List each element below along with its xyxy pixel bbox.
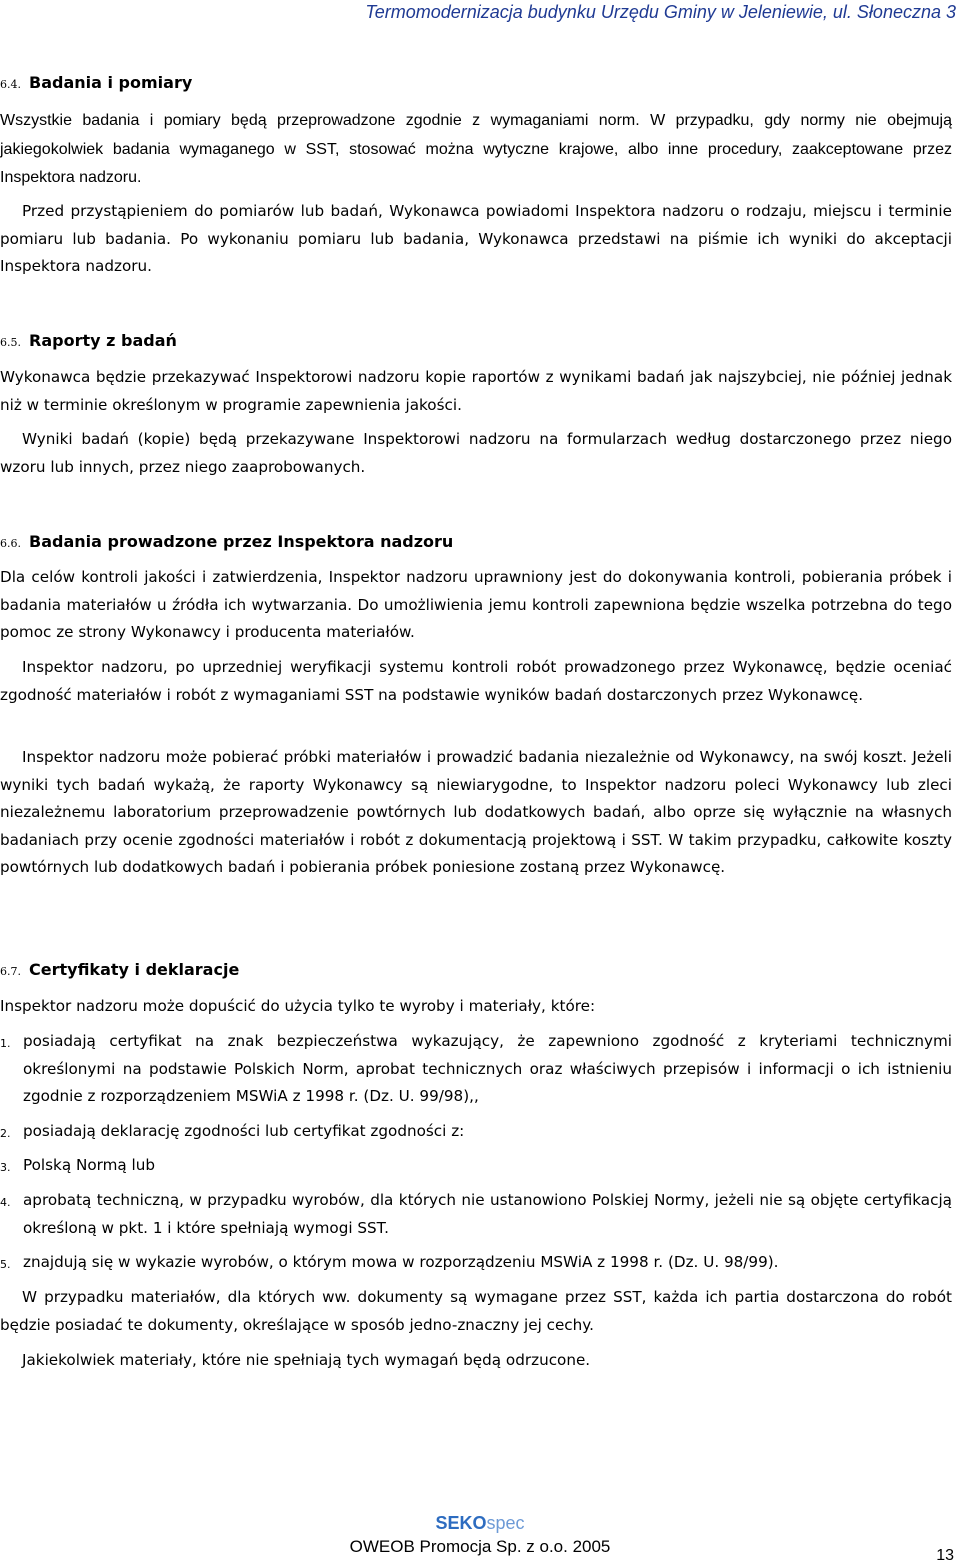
paragraph: Wszystkie badania i pomiary będą przeprowadzone zgodnie z wymaganiami norm. W przypadku, gdy normy nie obejmują jakiegokolwiek badania wymaganego w SST, stosować można wytyczne krajowe, albo inne procedury, zaakceptowane przez Inspektora nadzoru.	[0, 112, 952, 186]
list-item-text: Polską Normą lub	[23, 1156, 156, 1174]
brand-logo-bold: SEKO	[435, 1513, 487, 1533]
section-number: 6.5.	[0, 336, 21, 349]
section-title: Badania i pomiary	[29, 73, 193, 92]
paragraph: Wykonawca będzie przekazywać Inspektorowi nadzoru kopie raportów z wynikami badań jak najszybciej, nie później jednak niż w terminie określonym w programie zapewnienia jakości.	[0, 368, 952, 414]
section-number: 6.4.	[0, 78, 21, 91]
paragraph: W przypadku materiałów, dla których ww. dokumenty są wymagane przez SST, każda ich partia dostarczona do robót będzie posiadać te dokumenty, określające w sposób jedno-znaczny jej cechy.	[0, 1288, 952, 1334]
paragraph: Inspektor nadzoru może pobierać próbki materiałów i prowadzić badania niezależnie od Wykonawcy, na swój koszt. Jeżeli wyniki tych badań wykażą, że raporty Wykonawcy są niewiarygodne, to Inspektor nadzoru poleci Wykonawcy lub zleci niezależnemu laboratorium przeprowadzenie powtórnych lub dodatkowych badań, albo oprze się wyłącznie na własnych badaniach przy ocenie zgodności materiałów i robót z dokumentacją projektową i SST. W takim przypadku, całkowite koszty powtórnych lub dodatkowych badań i pobierania próbek poniesione zostaną przez Wykonawcę.	[0, 748, 952, 876]
paragraph: Inspektor nadzoru, po uprzedniej weryfikacji systemu kontroli robót prowadzonego przez Wykonawcę, będzie oceniać zgodność materiałów i robót z wymaganiami SST na podstawie wyników badań dostarczonych przez Wykonawcę.	[0, 658, 952, 704]
company-name: OWEOB Promocja Sp. z o.o. 2005	[349, 1537, 611, 1556]
section-heading-6-5	[0, 331, 960, 350]
paragraph: Wyniki badań (kopie) będą przekazywane Inspektorowi nadzoru na formularzach według dostarczonego przez niego wzoru lub innych, przez niego zaaprobowanych.	[0, 430, 952, 476]
list-item	[0, 1028, 952, 1111]
section-title: Raporty z badań	[29, 331, 177, 350]
section-number: 6.7.	[0, 965, 21, 978]
section-heading-6-7	[0, 960, 960, 979]
list-item	[0, 1152, 952, 1180]
page-number: 13	[936, 1547, 954, 1564]
paragraph: Dla celów kontroli jakości i zatwierdzenia, Inspektor nadzoru uprawniony jest do dokonywania kontroli, pobierania próbek i badania materiałów u źródła ich wytwarzania. Do umożliwienia jemu kontroli zapewniona będzie wszelka potrzebna do tego pomoc ze strony Wykonawcy i producenta materiałów.	[0, 568, 952, 641]
section-heading-6-6	[0, 532, 960, 551]
section-title: Badania prowadzone przez Inspektora nadzoru	[29, 532, 454, 551]
list-item	[0, 1118, 952, 1146]
list-item-number: 2.	[0, 1127, 11, 1140]
section-number: 6.6.	[0, 537, 21, 550]
list-item-text: posiadają certyfikat na znak bezpieczeństwa wykazujący, że zapewniono zgodność z kryteriami technicznymi określonymi na podstawie Polskich Norm, aprobat technicznych oraz właściwych przepisów i informacji o ich istnieniu zgodnie z rozporządzeniem MSWiA z 1998 r. (Dz. U. 99/98),,	[23, 1032, 952, 1105]
list-item-number: 3.	[0, 1161, 11, 1174]
section-title: Certyfikaty i deklaracje	[29, 960, 240, 979]
paragraph: Inspektor nadzoru może dopuścić do użycia tylko te wyroby i materiały, które:	[0, 997, 596, 1015]
running-header: Termomodernizacja budynku Urzędu Gminy w Jeleniewie, ul. Słoneczna 3	[365, 2, 956, 22]
list-item-number: 5.	[0, 1258, 11, 1271]
list-item-number: 1.	[0, 1037, 11, 1050]
brand-logo	[0, 1513, 960, 1534]
paragraph: Jakiekolwiek materiały, które nie spełniają tych wymagań będą odrzucone.	[22, 1351, 591, 1369]
brand-logo-light: spec	[486, 1513, 525, 1533]
list-item	[0, 1249, 952, 1277]
section-heading-6-4	[0, 73, 960, 92]
list-item	[0, 1187, 952, 1242]
list-item-text: posiadają deklarację zgodności lub certyfikat zgodności z:	[23, 1122, 465, 1140]
paragraph: Przed przystąpieniem do pomiarów lub badań, Wykonawca powiadomi Inspektora nadzoru o rodzaju, miejscu i terminie pomiaru lub badania. Po wykonaniu pomiaru lub badania, Wykonawca przedstawi na piśmie ich wyniki do akceptacji Inspektora nadzoru.	[0, 202, 952, 275]
list-item-number: 4.	[0, 1196, 11, 1209]
list-item-text: aprobatą techniczną, w przypadku wyrobów, dla których nie ustanowiono Polskiej Normy, jeżeli nie są objęte certyfikacją określoną w pkt. 1 i które spełniają wymogi SST.	[23, 1191, 952, 1237]
page-footer	[0, 1513, 960, 1557]
list-item-text: znajdują się w wykazie wyrobów, o którym mowa w rozporządzeniu MSWiA z 1998 r. (Dz. U. 98/99).	[23, 1253, 779, 1271]
